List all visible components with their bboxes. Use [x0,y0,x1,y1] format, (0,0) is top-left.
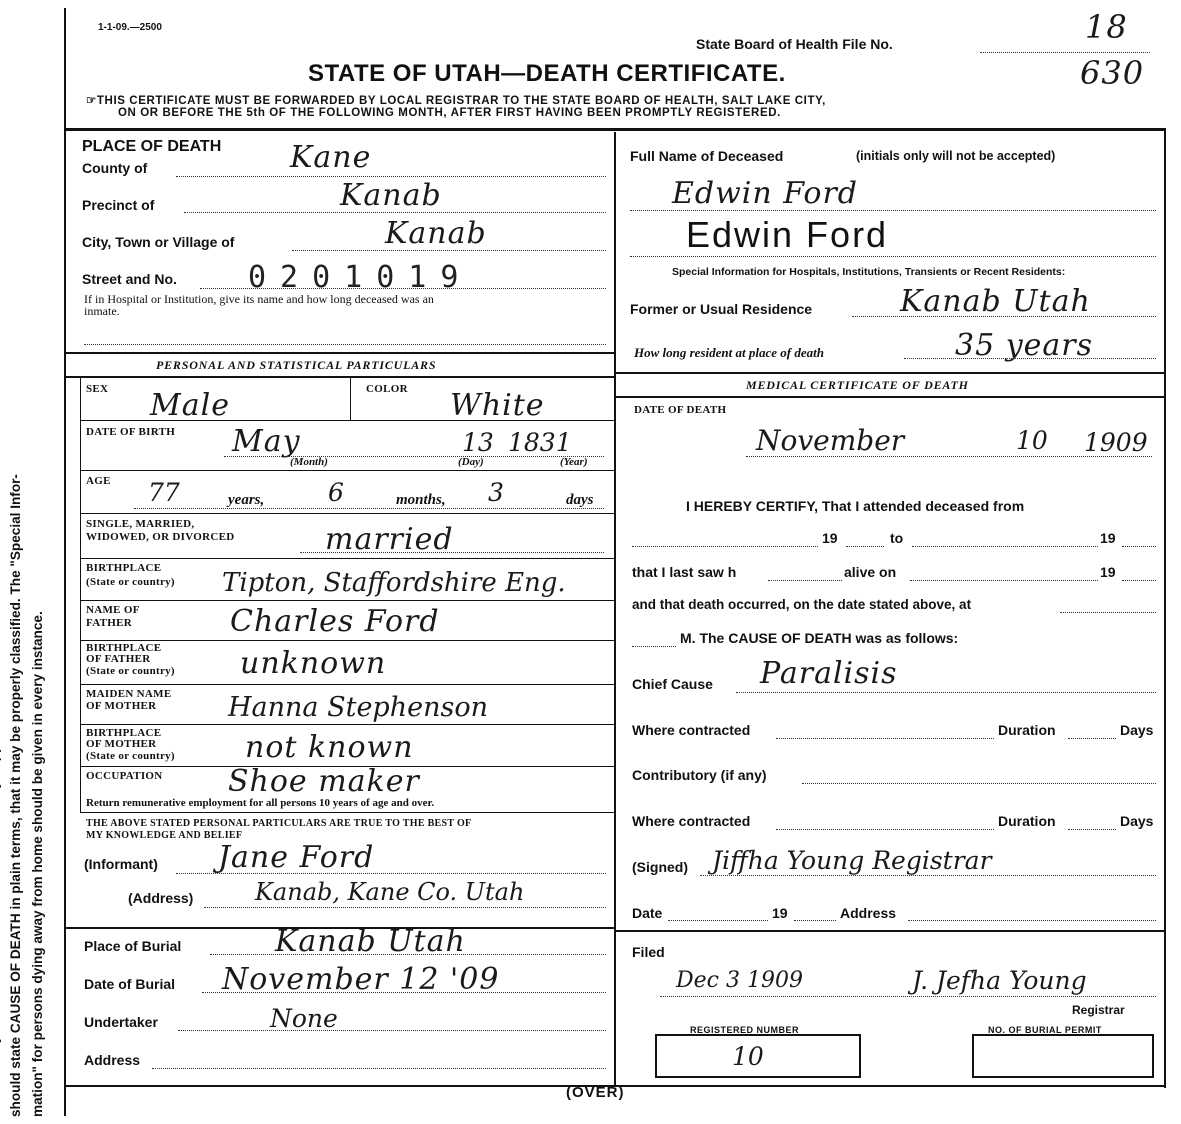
color-label: COLOR [366,383,408,395]
full-name-note: (initials only will not be accepted) [856,149,1056,163]
marital-line [300,552,604,553]
grid-row10 [80,812,614,813]
dob-year: 1831 [508,428,572,457]
county-line [176,176,606,177]
name-typed: Edwin Ford [686,214,889,255]
second-number: 630 [1080,54,1145,92]
sex-value: Male [150,388,230,423]
precinct-label: Precinct of [82,197,155,213]
burial-date-label: Date of Burial [84,976,176,992]
personal-heading: PERSONAL AND STATISTICAL PARTICULARS [156,358,437,372]
age-line [134,508,604,509]
dob-day-caption: (Day) [458,456,484,468]
mother-label-2: OF MOTHER [86,700,157,712]
age-days: 3 [488,478,504,507]
grid-row6 [80,640,614,641]
medical-rule-bottom [616,396,1164,398]
address2-label: Address [84,1052,141,1068]
grid-row3 [80,513,614,514]
certify-to-line [912,546,1098,547]
address2-line [152,1068,606,1069]
date-line [668,920,768,921]
how-long-line [904,358,1156,359]
mother-bp-label-2: OF MOTHER [86,738,157,750]
address-line [204,907,606,908]
where-contracted-1-line [776,738,994,739]
name-line-1 [630,210,1156,211]
residence-value: Kanab Utah [900,284,1091,319]
age-months: 6 [328,478,344,507]
birthplace-value: Tipton, Staffordshire Eng. [222,568,566,598]
city-label: City, Town or Village of [82,234,235,250]
cause-m-line [632,646,676,647]
right-border [1164,128,1166,1088]
file-no-line [980,52,1150,53]
certify-19b: 19 [1100,530,1116,546]
burial-date-value: November 12 '09 [222,962,500,997]
medical-heading: MEDICAL CERTIFICATE OF DEATH [746,378,969,392]
filed-value: Dec 3 1909 [676,968,803,993]
contributory-label: Contributory (if any) [632,767,767,783]
duration-1: Duration [998,722,1056,738]
hospital-line [84,344,606,345]
personal-rule-bottom [66,376,614,378]
side-instructions [0,37,57,1117]
birthplace-label-1: BIRTHPLACE [86,562,162,574]
duration-2: Duration [998,813,1056,829]
chief-cause-line [736,692,1156,693]
grid-row8 [80,724,614,725]
occupation-note: Return remunerative employment for all persons 10 years of age and over. [86,797,435,809]
date-address-line [908,920,1156,921]
center-divider [614,132,616,1086]
full-name-label: Full Name of Deceased [630,148,784,164]
burial-permit-box [972,1034,1154,1078]
signed-value: Jiffha Young Registrar [712,846,992,875]
father-label-2: FATHER [86,617,133,629]
certify-to: to [890,530,904,546]
registrar-label: Registrar [1072,1003,1125,1017]
page-title: STATE OF UTAH—DEATH CERTIFICATE. [308,60,786,87]
date-19: 19 [772,905,788,921]
birthplace-label-2: (State or country) [86,576,175,588]
age-label: AGE [86,475,111,487]
marital-label-2: WIDOWED, OR DIVORCED [86,531,235,543]
street-line [200,288,606,289]
mother-bp-label-1: BIRTHPLACE [86,727,162,739]
county-value: Kane [290,140,372,175]
registered-number-label: REGISTERED NUMBER [690,1025,800,1035]
mother-bp-label-3: (State or country) [86,750,175,762]
hospital-note-line2: inmate. [84,304,120,318]
address-value: Kanab, Kane Co. Utah [255,878,525,906]
over-label: (OVER) [566,1084,625,1101]
days-1: Days [1120,722,1154,738]
county-label: County of [82,160,148,176]
dob-month-caption: (Month) [290,456,328,468]
where-contracted-2: Where contracted [632,813,751,829]
special-info: Special Information for Hospitals, Institutions, Transients or Recent Residents: [672,266,1066,278]
form-code: 1-1-09.—2500 [98,22,162,33]
filed-label: Filed [632,944,665,960]
age-years-word: years, [228,492,265,508]
signed-line [700,875,1156,876]
file-no-value: 18 [1085,8,1128,46]
grid-row7 [80,684,614,685]
grid-left-col [80,378,81,812]
cause-line: M. The CAUSE OF DEATH was as follows: [680,630,959,646]
dob-year-caption: (Year) [560,456,588,468]
father-bp-label-3: (State or country) [86,665,175,677]
dob-label: DATE OF BIRTH [86,426,176,438]
attest-line2: MY KNOWLEDGE AND BELIEF [86,830,243,841]
residence-line [852,316,1156,317]
informant-label: (Informant) [84,856,158,872]
informant-line [176,873,606,874]
certify-19a-line [846,546,884,547]
instruction-line2: ON OR BEFORE THE 5th OF THE FOLLOWING MONTH, AFTER FIRST HAVING BEEN PROMPTLY REGISTERED. [118,107,781,119]
hospital-note-line1: If in Hospital or Institution, give its name and how long deceased was an [84,292,434,306]
informant-value: Jane Ford [218,840,375,875]
certify-19a: 19 [822,530,838,546]
signed-label: (Signed) [632,859,688,875]
marital-value: married [325,522,454,557]
dod-line [746,456,1152,457]
dob-month: May [232,424,301,459]
dod-day: 10 [1016,426,1048,455]
dod-month: November [756,424,905,457]
dod-year: 1909 [1084,428,1148,457]
chief-cause-label: Chief Cause [632,676,713,692]
father-bp-label-2: OF FATHER [86,653,151,665]
certify-19b-line [1122,546,1156,547]
date-label: Date [632,905,663,921]
duration-1-line [1068,738,1116,739]
place-of-death-heading: PLACE OF DEATH [82,138,222,155]
grid-row2 [80,470,614,471]
last-saw-a: that I last saw h [632,564,737,580]
street-stamp: 0201019 [248,260,473,295]
mother-bp-value: not known [245,730,414,765]
certify-from-line [632,546,818,547]
grid-row4 [80,558,614,559]
occupation-value: Shoe maker [228,764,420,799]
grid-row5 [80,600,614,601]
undertaker-label: Undertaker [84,1014,158,1030]
name-line-2 [630,256,1156,257]
personal-rule-top [66,352,614,354]
death-occurred-line [1060,612,1156,613]
duration-2-line [1068,829,1116,830]
how-long-label: How long resident at place of death [634,345,824,360]
certify-line: I HEREBY CERTIFY, That I attended deceased from [686,498,1025,514]
undertaker-line [178,1030,606,1031]
filed-signature: J. Jefha Young [912,966,1087,995]
age-days-word: days [566,492,594,508]
where-contracted-1: Where contracted [632,722,751,738]
how-long-value: 35 years [955,328,1094,363]
dob-day: 13 [462,428,494,457]
attest-line1: THE ABOVE STATED PERSONAL PARTICULARS ARE TRUE TO THE BEST OF [86,818,472,829]
father-bp-label-1: BIRTHPLACE [86,642,162,654]
filed-line [660,996,1156,997]
last-saw-19-line [1122,580,1156,581]
occupation-label: OCCUPATION [86,770,163,782]
burial-date-line [202,992,606,993]
sex-label: SEX [86,383,109,395]
color-value: White [450,388,545,423]
marital-label-1: SINGLE, MARRIED, [86,518,195,530]
precinct-value: Kanab [340,178,442,213]
burial-place-value: Kanab Utah [275,924,466,959]
file-no-label: State Board of Health File No. [696,36,893,52]
instruction-line1: ☞THIS CERTIFICATE MUST BE FORWARDED BY LOCAL REGISTRAR TO THE STATE BOARD OF HEALTH, SALT LAKE CITY, [86,95,826,107]
city-value: Kanab [385,216,487,251]
name-handwritten: Edwin Ford [672,176,859,211]
street-label: Street and No. [82,271,177,287]
last-saw-line-a [768,580,842,581]
side-note-line3: mation" for persons dying away from home should be given in every instance. [30,611,45,1117]
grid-vert-sex [350,378,351,420]
dod-label: DATE OF DEATH [634,404,727,416]
father-value: Charles Ford [230,604,440,639]
burial-place-label: Place of Burial [84,938,182,954]
age-months-word: months, [396,492,446,508]
last-saw-19: 19 [1100,564,1116,580]
age-years: 77 [148,478,180,507]
undertaker-value: None [270,1004,338,1033]
days-2: Days [1120,813,1154,829]
side-note-line2: should state CAUSE OF DEATH in plain terms, that it may be properly classified. The "Special Infor- [8,474,23,1117]
father-label-1: NAME OF [86,604,140,616]
filed-rule [616,930,1164,932]
father-bp-value: unknown [240,646,387,681]
last-saw-line-b [910,580,1098,581]
contributory-line [802,783,1156,784]
burial-place-line [210,954,606,955]
mother-label-1: MAIDEN NAME [86,688,172,700]
where-contracted-2-line [776,829,994,830]
address-label: (Address) [128,890,194,906]
burial-permit-label: NO. OF BURIAL PERMIT [988,1025,1102,1035]
registered-number-value: 10 [732,1042,764,1071]
mother-value: Hanna Stephenson [228,692,488,723]
death-occurred: and that death occurred, on the date stated above, at [632,597,972,612]
top-rule [66,128,1166,131]
date-address-label: Address [840,905,897,921]
dob-line [224,456,604,457]
medical-rule-top [616,372,1164,374]
residence-label: Former or Usual Residence [630,301,813,317]
last-saw-b: alive on [844,564,897,580]
left-border [64,8,66,1116]
chief-cause-value: Paralisis [760,656,898,691]
date-19-line [794,920,836,921]
